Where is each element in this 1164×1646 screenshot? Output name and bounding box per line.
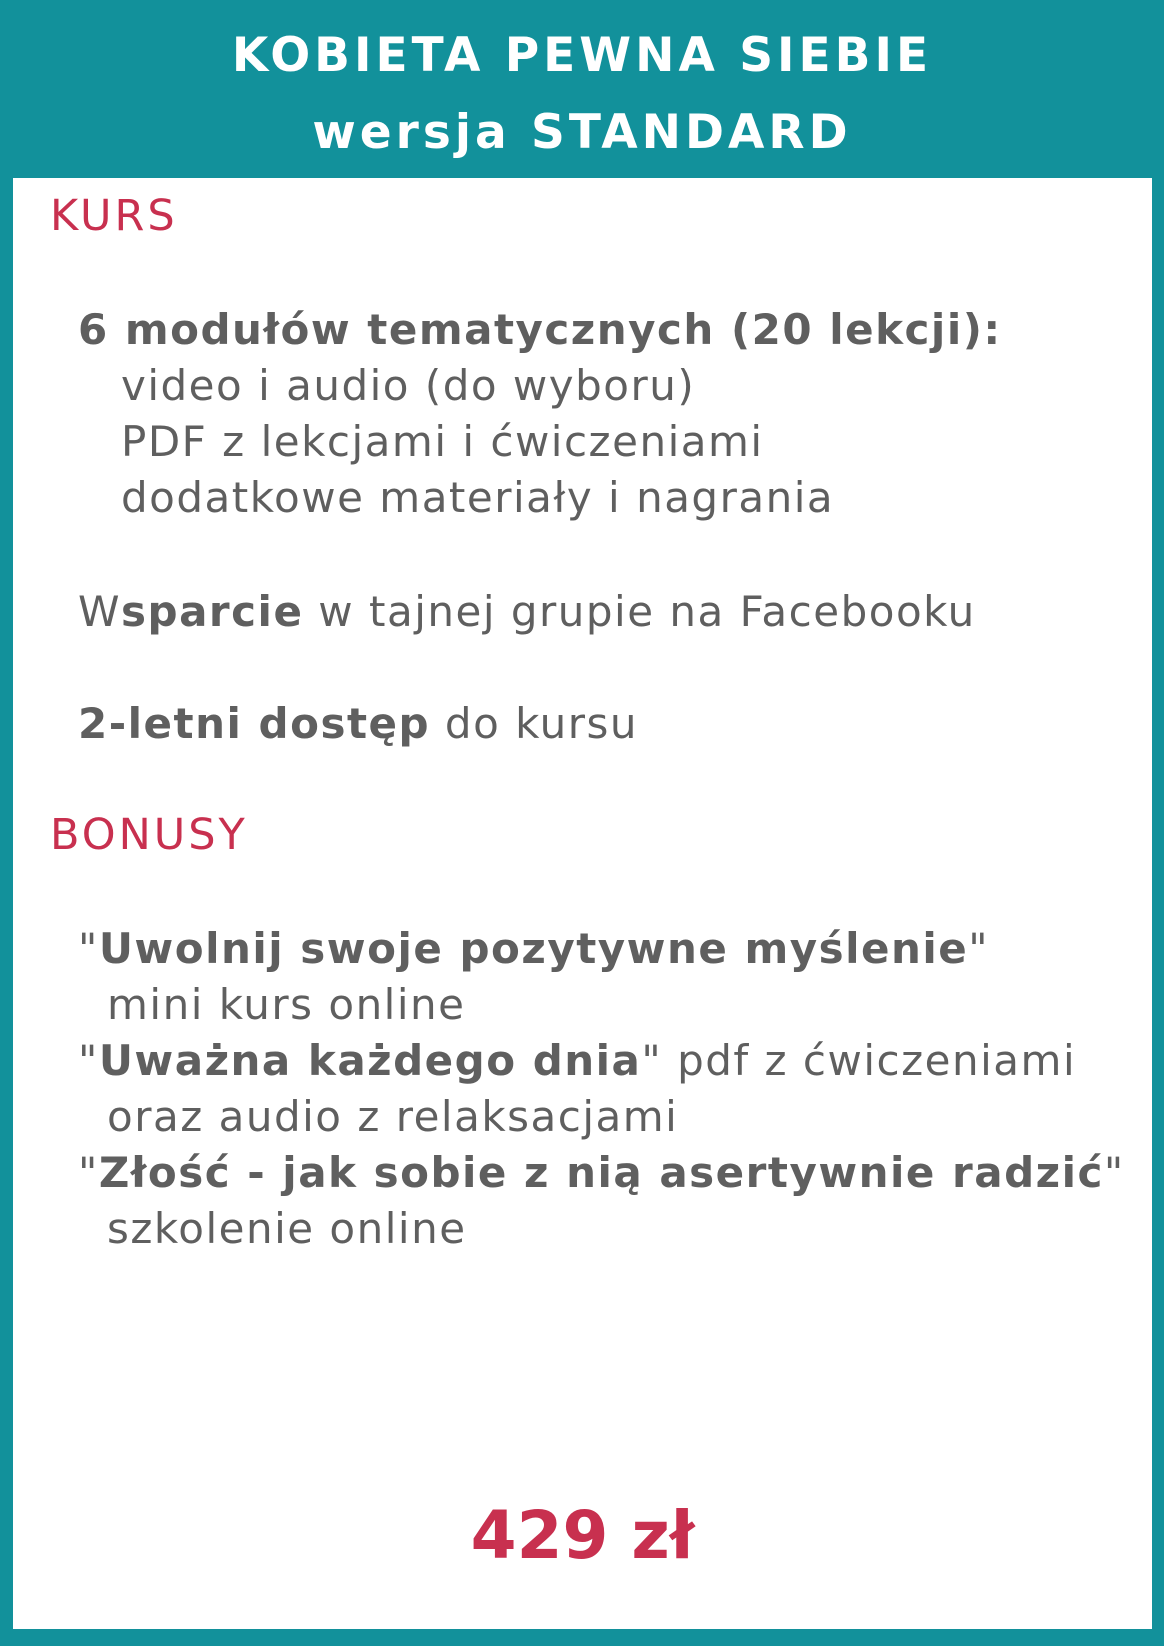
bonus-3-subtitle: szkolenie online [107,1204,467,1253]
bonus-2-title [78,1035,1076,1087]
access-bold: 2-letni dostęp [78,699,431,748]
bonus-1-subtitle: mini kurs online [107,980,466,1029]
product-title: KOBIETA PEWNA SIEBIE [231,28,933,83]
quote-close: " [968,924,990,973]
module-item: dodatkowe materiały i nagrania [121,473,835,522]
support-bold: sparcie [121,587,304,636]
bonus-3-title [78,1147,1125,1199]
support-rest: w tajnej grupie na Facebooku [303,587,976,636]
bonus-1-bold: Uwolnij swoje pozytywne myślenie [98,924,969,973]
offer-panel [13,178,1152,1629]
bonus-2-bold: Uważna każdego dnia [98,1036,642,1085]
support-prefix: W [78,587,122,636]
support-line [78,586,976,638]
price: 429 zł [470,1497,695,1574]
bonus-2-subtitle: oraz audio z relaksacjami [107,1092,679,1141]
product-version: wersja STANDARD [312,105,852,160]
modules-line [78,304,1002,356]
bonus-1-title [78,923,989,975]
quote-close: " [1103,1148,1125,1197]
quote-open: " [78,1036,99,1085]
module-item: PDF z lekcjami i ćwiczeniami [121,417,764,466]
section-heading-bonusy: BONUSY [50,810,248,860]
bonus-3-bold: Złość - jak sobie z nią asertywnie radzić [98,1148,1104,1197]
quote-open: " [78,1148,99,1197]
header-banner [0,0,1164,177]
module-item: video i audio (do wyboru) [121,361,696,410]
access-rest: do kursu [430,699,639,748]
access-line [78,698,638,750]
quote-open: " [78,924,99,973]
section-heading-kurs: KURS [50,191,178,241]
bonus-2-rest: " pdf z ćwiczeniami [641,1036,1077,1085]
modules-bold: 6 modułów tematycznych (20 lekcji): [78,305,1002,354]
